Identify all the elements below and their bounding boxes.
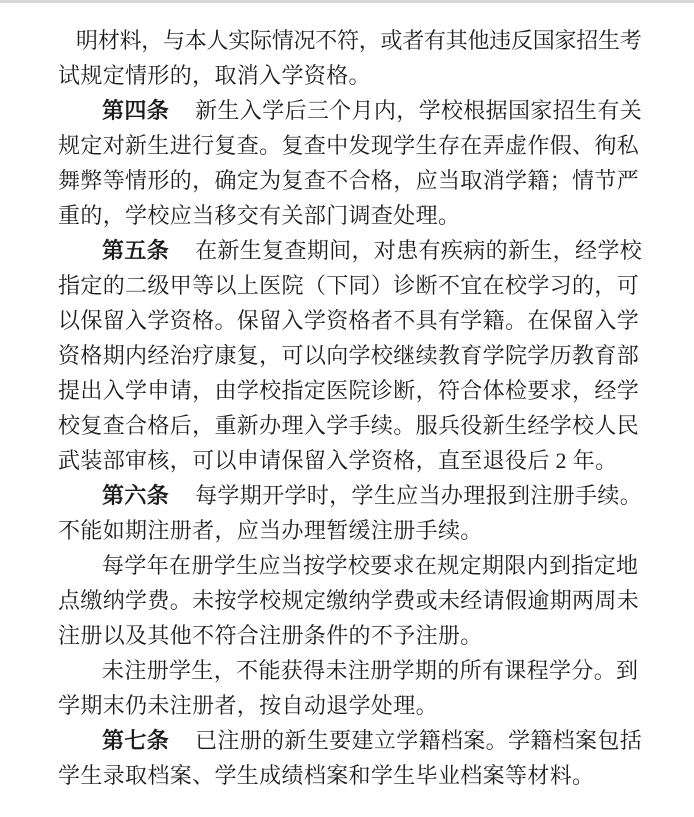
text-line-article-5 [58, 233, 658, 268]
line-text: 注册以及其他不符合注册条件的不予注册。 [58, 623, 483, 648]
line-text: 点缴纳学费。未按学校规定缴纳学费或未经请假逾期两周未 [58, 588, 640, 613]
article-number-label: 第四条 [102, 98, 170, 123]
line-text: 在新生复查期间，对患有疾病的新生，经学校 [195, 238, 643, 263]
line-text: 以保留入学资格。保留入学资格者不具有学籍。在保留入学 [58, 308, 640, 333]
text-line-article-4 [58, 93, 658, 128]
text-line [58, 128, 658, 163]
line-text: 未注册学生，不能获得未注册学期的所有课程学分。到 [102, 658, 639, 683]
text-line [58, 513, 658, 548]
window-top-border [0, 0, 694, 3]
line-text: 明材料，与本人实际情况不符，或者有其他违反国家招生考 [76, 28, 642, 53]
text-line [58, 653, 658, 688]
text-line [58, 758, 658, 793]
line-text: 学生录取档案、学生成绩档案和学生毕业档案等材料。 [58, 763, 595, 788]
text-line-article-6 [58, 478, 658, 513]
line-text: 新生入学后三个月内，学校根据国家招生有关 [195, 98, 643, 123]
text-line [58, 23, 658, 58]
text-line [58, 443, 658, 478]
text-line [58, 548, 658, 583]
line-text: 重的，学校应当移交有关部门调查处理。 [58, 203, 461, 228]
text-line [58, 408, 658, 443]
text-line [58, 373, 658, 408]
text-line [58, 268, 658, 303]
text-line [58, 58, 658, 93]
text-line [58, 198, 658, 233]
line-text: 武装部审核，可以申请保留入学资格，直至退役后 2 年。 [58, 448, 618, 473]
line-text: 试规定情形的，取消入学资格。 [58, 63, 371, 88]
text-line [58, 583, 658, 618]
line-text: 学期末仍未注册者，按自动退学处理。 [58, 693, 438, 718]
article-number-label: 第六条 [102, 483, 170, 508]
line-text: 已注册的新生要建立学籍档案。学籍档案包括 [195, 728, 643, 753]
text-line [58, 618, 658, 653]
text-line [58, 163, 658, 198]
line-text: 提出入学申请，由学校指定医院诊断，符合体检要求，经学 [58, 378, 640, 403]
document-text-block [58, 23, 658, 793]
text-line [58, 303, 658, 338]
line-text: 资格期内经治疗康复，可以向学校继续教育学院学历教育部 [58, 343, 640, 368]
line-text: 每学期开学时，学生应当办理报到注册手续。 [195, 483, 643, 508]
line-text: 不能如期注册者，应当办理暂缓注册手续。 [58, 518, 483, 543]
line-text: 每学年在册学生应当按学校要求在规定期限内到指定地 [102, 553, 639, 578]
line-text: 规定对新生进行复查。复查中发现学生存在弄虚作假、徇私 [58, 133, 640, 158]
article-number-label: 第七条 [102, 728, 170, 753]
line-text: 校复查合格后，重新办理入学手续。服兵役新生经学校人民 [58, 413, 640, 438]
line-text: 舞弊等情形的，确定为复查不合格，应当取消学籍；情节严 [58, 168, 640, 193]
text-line [58, 338, 658, 373]
text-line-article-7 [58, 723, 658, 758]
line-text: 指定的二级甲等以上医院（下同）诊断不宜在校学习的，可 [58, 273, 640, 298]
text-line [58, 688, 658, 723]
article-number-label: 第五条 [102, 238, 170, 263]
